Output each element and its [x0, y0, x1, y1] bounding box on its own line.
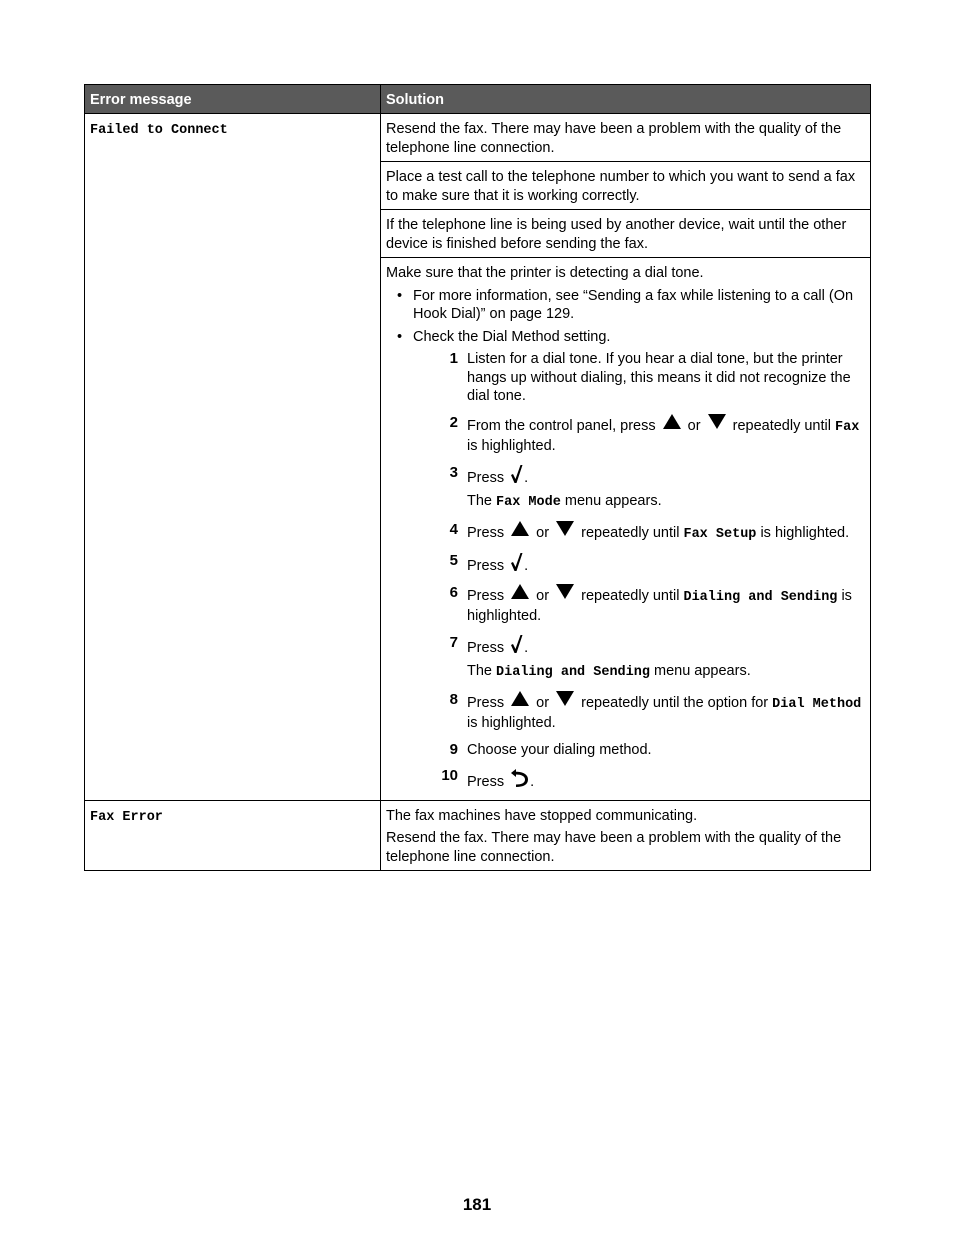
- solution-text: If the telephone line is being used by another device, wait until the other device is finished before sending the fax.: [386, 217, 847, 252]
- step-text: Press: [467, 774, 505, 790]
- step-text: is highlighted.: [467, 438, 556, 454]
- step-text: Press: [467, 694, 505, 711]
- step-text: .: [524, 639, 529, 656]
- table-row: [85, 114, 871, 162]
- back-arrow-icon: [510, 767, 530, 787]
- solution-text: Resend the fax. There may have been a problem with the quality of the telephone line connection.: [386, 830, 842, 865]
- error-message-text: Fax Error: [90, 809, 163, 825]
- step-text: is highlighted.: [760, 524, 850, 541]
- error-message-text: Failed to Connect: [90, 123, 228, 138]
- bullet-list: [386, 287, 865, 792]
- table-header-row: [85, 85, 871, 114]
- step-number: 10: [441, 767, 458, 784]
- step-text: .: [530, 774, 535, 790]
- solution-text: Place a test call to the telephone number to which you want to send a fax to make sure that it is working correctly.: [386, 169, 856, 204]
- step-text: repeatedly until: [581, 587, 680, 604]
- up-arrow-icon: [511, 691, 529, 706]
- checkmark-select-icon: [510, 634, 524, 654]
- down-arrow-icon: [708, 414, 726, 429]
- up-arrow-icon: [663, 414, 681, 429]
- menu-item-code: Fax Mode: [496, 495, 561, 510]
- step-text: or: [687, 417, 701, 434]
- solution-cell: [381, 800, 871, 871]
- step-text: repeatedly until: [732, 417, 831, 434]
- step-text: is highlighted.: [467, 715, 556, 731]
- step-item: [413, 691, 865, 733]
- step-text: The: [467, 493, 492, 509]
- step-text: repeatedly until: [581, 524, 680, 541]
- step-number: 2: [449, 413, 458, 431]
- step-item: [413, 521, 865, 545]
- down-arrow-icon: [556, 691, 574, 706]
- step-text: menu appears.: [654, 663, 751, 679]
- header-solution: Solution: [381, 85, 871, 114]
- step-note: [467, 492, 865, 513]
- checkmark-select-icon: [510, 552, 524, 572]
- step-note: [467, 662, 865, 683]
- step-item: [413, 767, 865, 792]
- step-text: is highlighted.: [467, 587, 852, 624]
- solution-cell: [381, 162, 871, 210]
- list-item: [386, 328, 865, 792]
- solution-text: Resend the fax. There may have been a problem with the quality of the telephone line connection.: [386, 121, 842, 156]
- step-text: or: [536, 587, 550, 604]
- step-text: or: [536, 694, 550, 711]
- step-number: 5: [449, 552, 458, 569]
- step-item: [413, 634, 865, 683]
- step-text: or: [536, 524, 550, 541]
- menu-item-code: Fax Setup: [683, 526, 757, 542]
- solution-intro: Make sure that the printer is detecting a dial tone.: [386, 265, 704, 281]
- menu-item-code: Dialing and Sending: [683, 589, 838, 605]
- table-row: [85, 800, 871, 871]
- step-number: 8: [449, 690, 458, 708]
- up-arrow-icon: [511, 584, 529, 599]
- step-text: Press: [467, 639, 505, 656]
- down-arrow-icon: [556, 521, 574, 536]
- solution-text: The fax machines have stopped communicating.: [386, 807, 698, 824]
- step-text: Press: [467, 469, 505, 486]
- step-number: 4: [449, 520, 458, 538]
- step-number: 1: [449, 350, 458, 367]
- up-arrow-icon: [511, 521, 529, 536]
- step-text: Press: [467, 558, 505, 574]
- step-number: 9: [449, 740, 458, 758]
- step-text: menu appears.: [564, 493, 662, 509]
- error-solution-table: [84, 84, 871, 871]
- step-text: The: [467, 663, 492, 679]
- step-item: [413, 584, 865, 626]
- menu-item-code: Dial Method: [772, 696, 862, 712]
- solution-cell: [381, 210, 871, 258]
- step-text: repeatedly until the option for: [581, 694, 769, 711]
- error-message-cell: [85, 114, 381, 801]
- page-number: 181: [462, 1195, 492, 1214]
- header-error-message: Error message: [85, 85, 381, 114]
- step-item: [413, 552, 865, 576]
- step-text: Listen for a dial tone. If you hear a dial tone, but the printer hangs up without dialing, this means it did not recognize the dial tone.: [467, 351, 851, 404]
- step-item: [413, 414, 865, 456]
- step-text: From the control panel, press: [467, 417, 656, 434]
- solution-cell: [381, 258, 871, 801]
- menu-item-code: Fax: [835, 419, 860, 435]
- checkmark-select-icon: [510, 464, 524, 484]
- menu-item-code: Dialing and Sending: [496, 665, 650, 680]
- step-item: [413, 741, 865, 760]
- step-item: [413, 464, 865, 513]
- error-message-cell: [85, 800, 381, 871]
- down-arrow-icon: [556, 584, 574, 599]
- list-item: • For more information, see “Sending a fax while listening to a call (On Hook Dial)” on page 129.: [386, 287, 865, 324]
- step-text: .: [524, 469, 529, 486]
- step-text: Choose your dialing method.: [467, 741, 652, 758]
- step-item: [413, 350, 865, 406]
- solution-cell: [381, 114, 871, 162]
- step-text: Press: [467, 587, 505, 604]
- step-number: 7: [449, 633, 458, 651]
- step-text: Press: [467, 524, 505, 541]
- step-number: 6: [449, 583, 458, 601]
- steps-list: [413, 350, 865, 792]
- list-item-text: Check the Dial Method setting.: [413, 328, 611, 345]
- step-number: 3: [449, 463, 458, 481]
- step-text: .: [524, 558, 529, 574]
